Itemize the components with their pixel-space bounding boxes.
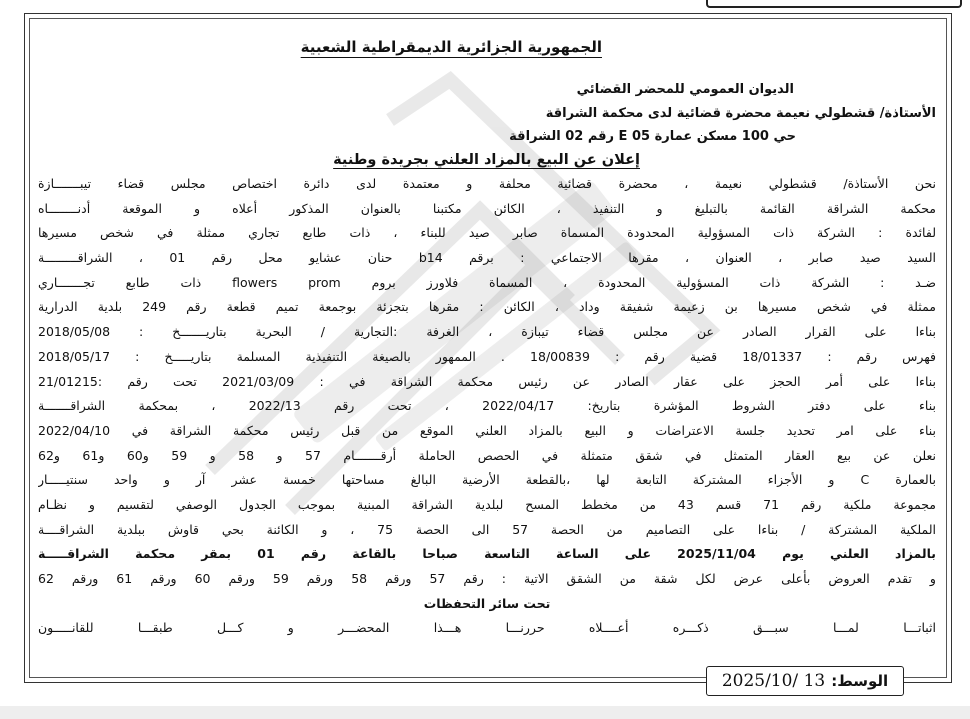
republic-title: الجمهورية الجزائرية الديمقراطية الشعبية [300, 38, 602, 56]
office-name: الديوان العمومي للمحضر القضائي [576, 82, 794, 97]
body-line: مجموعة ملكية رقم 71 قسم 43 من مخطط المسح لبلدية الشراقة المبنية بموجب الجدول الوصفي لتقسيم و نظـام [38, 496, 936, 512]
auction-date-line: بالمزاد العلني يوم 2025/11/04 على الساعة التاسعة صباحا بالقاعة رقم 01 بمقر محكمة الشراقـــــة [38, 546, 936, 562]
page-bottom-bar [0, 706, 970, 719]
body-line: محكمة الشراقة القائمة بالتبليغ و التنفيذ ، الكائن مكتبنا بالعنوان المذكور أعلاه و الموقعة أدنــــــــاه [38, 200, 936, 216]
body-line: السيد صيد صابر ، العنوان ، مقرها الاجتماعي : برقم b14 حنان عشايو محل رقم 01 ، الشراقـــــــــة [38, 250, 936, 266]
body-line: و تقدم العروض بأعلى عرض لكل شقة من الشقق الاتية : رقم 57 ورقم 58 ورقم 59 ورقم 60 ورقم 61 ورقم 62 [38, 571, 936, 586]
body-line: ممثلة في شخص مسيرها بن زعيمة شفيقة وداد ، الكائن : مقرها بتجزئة بوجمعة تميم قطعة رقم 249 بلدية الدرارية [38, 299, 936, 315]
body-line: الملكية المشتركة / بناءا على التصاميم من الحصة 57 الى الحصة 75 ، و الكائنة بحي قاوش ببلدية الشراقــــة [38, 521, 936, 537]
newspaper-label: الوسط: [831, 672, 889, 690]
reservations-line: تحت سائر التحفظات [423, 595, 551, 611]
top-label-tab [706, 0, 962, 8]
body-line: نعلن عن بيع العقار المتمثل في شقق متمثلة في الحصص الحاملة أرقـــــــام 57 و 58 و 59 و60 و61 و62 [38, 447, 936, 463]
notice-body [38, 172, 936, 641]
office-address: حي 100 مسكن عمارة E 05 رقم 02 الشراقة [509, 129, 796, 144]
body-line: بالعمارة C و الأجزاء المشتركة التابعة لها ،بالقطعة الأرضية البالغ مساحتها خمسة عشر آر و واحد سنتيـــــار [38, 472, 936, 488]
body-line: بناء على دفتر الشروط المؤشرة بتاريخ: 2022/04/17 ، تحت رقم 2022/13 ، بمحكمة الشراقـــــــة [38, 398, 936, 414]
publication-date-box [706, 666, 904, 696]
bailiff-name: الأستاذة/ قشطولي نعيمة محضرة قضائية لدى محكمة الشراقة [545, 106, 936, 121]
body-line: فهرس رقم : 18/01337 قضية رقم : 18/00839 . الممهور بالصيغة التنفيذية المسلمة بتاريـــــخ : 2018/05/17 [38, 348, 936, 364]
closing-line: اثباتـــا لمـــا سبـــق ذكـــره أعــــلاه حررنـــا هـــذا المحضـــر و كـــل طبقـــا للقانـــــون [38, 620, 936, 636]
body-line: ضـد : الشركة ذات المسؤولية المحدودة ، المسماة فلاورز بروم flowers prom ذات طابع تجـــــــاري [38, 274, 936, 290]
body-line: بناءا على أمر الحجز على عقار الصادر عن رئيس محكمة الشراقة في : 2021/03/09 تحت رقم :21/01215 [38, 373, 936, 389]
body-line: نحن الأستاذة/ قشطولي نعيمة ، محضرة قضائية محلفة و معتمدة لدى دائرة اختصاص مجلس قضاء تيبـــــــازة [38, 176, 936, 191]
body-line: بناء على امر تحديد جلسة الاعتراضات و البيع بالمزاد العلني الموقع من قبل رئيس محكمة الشراقة في 2022/04/10 [38, 422, 936, 438]
publication-date: 2025/10/ 13 [721, 671, 826, 691]
notice-title: إعلان عن البيع بالمزاد العلني بجريدة وطنية [333, 152, 640, 168]
body-line: لفائدة : الشركة ذات المسؤولية المحدودة المسماة صابر صيد للبناء ، ذات طابع تجاري ممثلة في شخص مسيرها [38, 225, 936, 241]
body-line: بناءا على القرار الصادر عن مجلس قضاء تيبازة ، الغرفة :التجارية / البحرية بتاريـــــــخ : 2018/05/08 [38, 324, 936, 340]
